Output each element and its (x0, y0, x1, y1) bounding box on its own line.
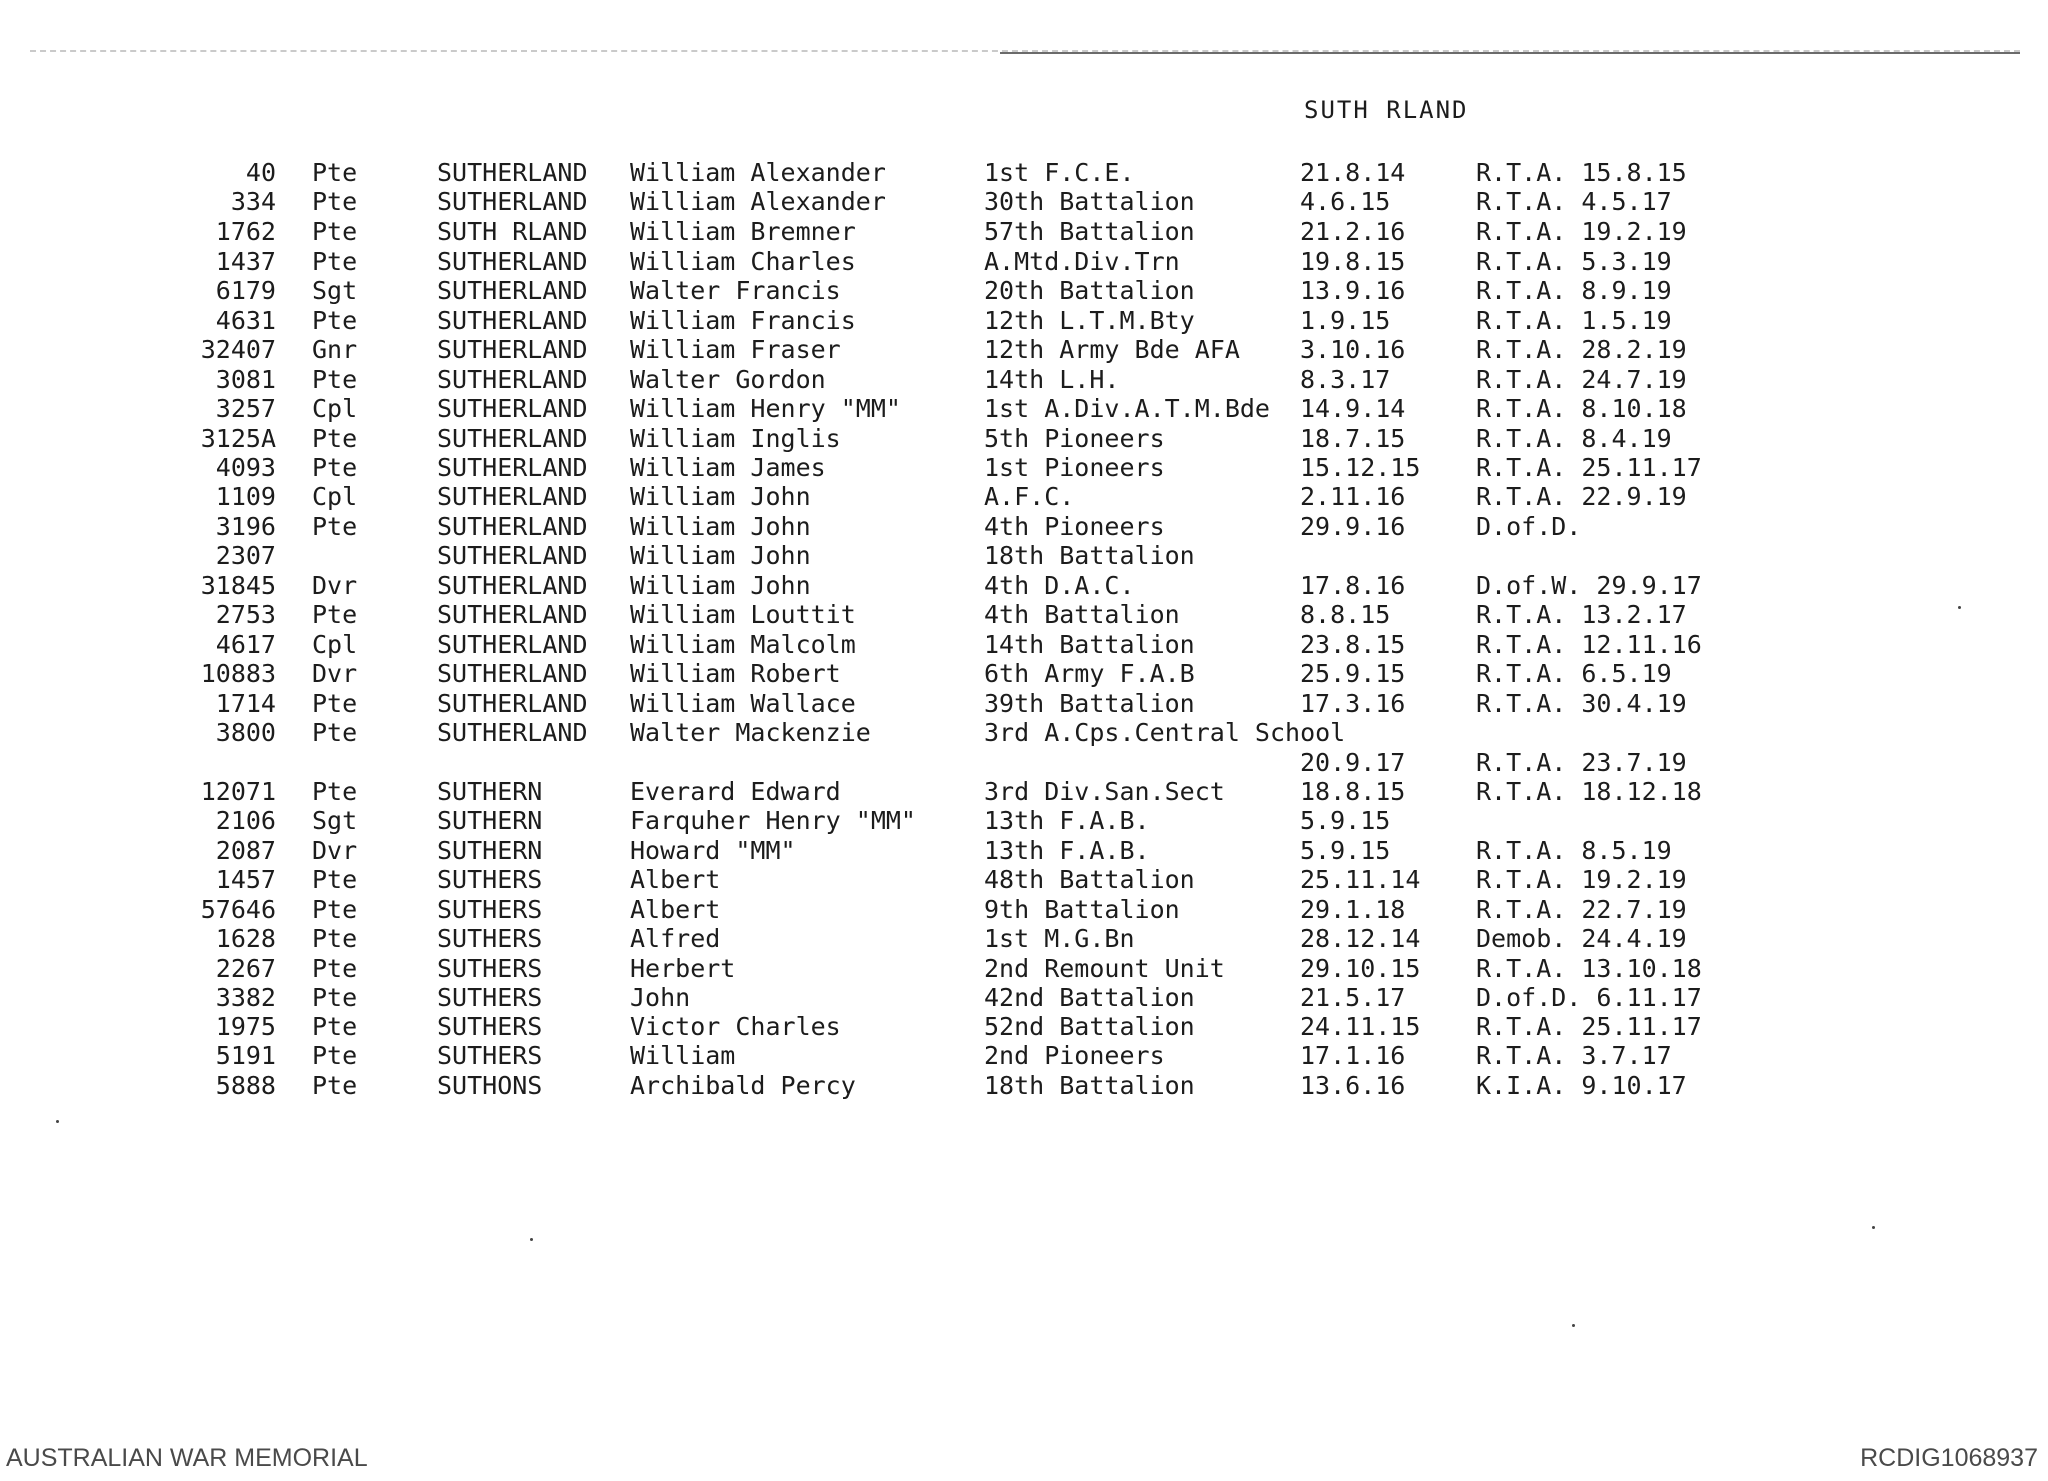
cell-rank: Pte (312, 689, 358, 718)
cell-rank: Dvr (312, 836, 358, 865)
cell-given: Herbert (630, 954, 736, 983)
cell-surname: SUTHERLAND (437, 247, 588, 276)
cell-date: 13.9.16 (1300, 276, 1406, 305)
cell-surname: SUTHERLAND (437, 689, 588, 718)
cell-unit: 12th L.T.M.Bty (984, 306, 1195, 335)
cell-given: William John (630, 512, 811, 541)
cell-given: Archibald Percy (630, 1071, 856, 1100)
cell-fate: R.T.A. 5.3.19 (1476, 247, 1672, 276)
cell-surname: SUTHONS (437, 1071, 543, 1100)
cell-unit: A.Mtd.Div.Trn (984, 247, 1180, 276)
cell-unit: 18th Battalion (984, 1071, 1195, 1100)
cell-surname: SUTHERS (437, 1041, 543, 1070)
table-row (0, 836, 2048, 866)
cell-unit: 4th Battalion (984, 600, 1180, 629)
cell-unit: 4th D.A.C. (984, 571, 1135, 600)
cell-rank: Cpl (312, 630, 358, 659)
cell-no: 1762 (215, 217, 276, 246)
table-row (0, 217, 2048, 247)
cell-date: 15.12.15 (1300, 453, 1421, 482)
cell-surname: SUTHERLAND (437, 659, 588, 688)
cell-given: Howard "MM" (630, 836, 796, 865)
table-row (0, 659, 2048, 689)
cell-unit: 52nd Battalion (984, 1012, 1195, 1041)
cell-date: 29.9.16 (1300, 512, 1406, 541)
cell-unit: 13th F.A.B. (984, 836, 1150, 865)
cell-unit: 14th Battalion (984, 630, 1195, 659)
cell-fate: R.T.A. 8.9.19 (1476, 276, 1672, 305)
table-row (0, 777, 2048, 807)
cell-no: 1714 (215, 689, 276, 718)
table-row (0, 541, 2048, 571)
cell-given: William Henry "MM" (630, 394, 901, 423)
cell-fate: R.T.A. 19.2.19 (1476, 217, 1687, 246)
table-row (0, 983, 2048, 1013)
cell-no: 4093 (215, 453, 276, 482)
cell-no: 1975 (215, 1012, 276, 1041)
cell-date: 17.3.16 (1300, 689, 1406, 718)
speck (530, 1238, 533, 1241)
cell-fate: R.T.A. 6.5.19 (1476, 659, 1672, 688)
cell-fate: R.T.A. 25.11.17 (1476, 1012, 1702, 1041)
cell-no: 3081 (215, 365, 276, 394)
cell-date: 1.9.15 (1300, 306, 1391, 335)
cell-no: 334 (230, 187, 276, 216)
cell-given: John (630, 983, 691, 1012)
cell-date: 29.10.15 (1300, 954, 1421, 983)
cell-surname: SUTHERS (437, 1012, 543, 1041)
cell-unit: 18th Battalion (984, 541, 1195, 570)
cell-unit: 2nd Remount Unit (984, 954, 1225, 983)
cell-date: 25.9.15 (1300, 659, 1406, 688)
cell-no: 10883 (200, 659, 276, 688)
table-row (0, 158, 2048, 188)
cell-no: 1109 (215, 482, 276, 511)
cell-given: William Louttit (630, 600, 856, 629)
cell-fate: D.of.W. 29.9.17 (1476, 571, 1702, 600)
table-row (0, 1041, 2048, 1071)
cell-surname: SUTHERLAND (437, 630, 588, 659)
cell-surname: SUTHERLAND (437, 335, 588, 364)
speck (56, 1120, 59, 1123)
cell-fate: R.T.A. 8.10.18 (1476, 394, 1687, 423)
speck (1958, 606, 1961, 609)
cell-rank: Pte (312, 1012, 358, 1041)
cell-rank: Dvr (312, 659, 358, 688)
cell-rank: Dvr (312, 571, 358, 600)
table-row (0, 306, 2048, 336)
cell-surname: SUTHERLAND (437, 453, 588, 482)
cell-no: 1457 (215, 865, 276, 894)
cell-date: 8.3.17 (1300, 365, 1391, 394)
cell-surname: SUTHERLAND (437, 424, 588, 453)
cell-surname: SUTHERN (437, 777, 543, 806)
cell-date: 19.8.15 (1300, 247, 1406, 276)
cell-no: 12071 (200, 777, 276, 806)
table-row (0, 512, 2048, 542)
cell-rank: Pte (312, 865, 358, 894)
cell-unit: 1st F.C.E. (984, 158, 1135, 187)
table-row (0, 600, 2048, 630)
cell-fate: R.T.A. 25.11.17 (1476, 453, 1702, 482)
cell-rank: Pte (312, 1041, 358, 1070)
cell-given: Walter Mackenzie (630, 718, 871, 747)
cell-surname: SUTHERS (437, 865, 543, 894)
cell-fate: R.T.A. 12.11.16 (1476, 630, 1702, 659)
cell-given: William John (630, 541, 811, 570)
cell-fate: R.T.A. 19.2.19 (1476, 865, 1687, 894)
cell-date: 4.6.15 (1300, 187, 1391, 216)
cell-date: 8.8.15 (1300, 600, 1391, 629)
cell-rank: Cpl (312, 482, 358, 511)
cell-date: 23.8.15 (1300, 630, 1406, 659)
cell-fate: R.T.A. 22.7.19 (1476, 895, 1687, 924)
cell-no: 57646 (200, 895, 276, 924)
cell-surname: SUTHERLAND (437, 158, 588, 187)
cell-unit: 57th Battalion (984, 217, 1195, 246)
cell-given: Everard Edward (630, 777, 841, 806)
cell-unit: 20th Battalion (984, 276, 1195, 305)
cell-unit: 5th Pioneers (984, 424, 1165, 453)
cell-surname: SUTHERS (437, 895, 543, 924)
table-row (0, 630, 2048, 660)
table-row (0, 806, 2048, 836)
cell-no: 1628 (215, 924, 276, 953)
cell-fate: D.of.D. 6.11.17 (1476, 983, 1702, 1012)
cell-no: 2307 (215, 541, 276, 570)
table-row (0, 865, 2048, 895)
cell-no: 2087 (215, 836, 276, 865)
cell-no: 31845 (200, 571, 276, 600)
cell-unit: 9th Battalion (984, 895, 1180, 924)
cell-unit: 4th Pioneers (984, 512, 1165, 541)
cell-given: Farquher Henry "MM" (630, 806, 916, 835)
cell-given: William Robert (630, 659, 841, 688)
cell-unit: 1st Pioneers (984, 453, 1165, 482)
cell-given: William James (630, 453, 826, 482)
cell-unit: 30th Battalion (984, 187, 1195, 216)
cell-date: 17.1.16 (1300, 1041, 1406, 1070)
table-row (0, 571, 2048, 601)
cell-given: Walter Gordon (630, 365, 826, 394)
cell-no: 4631 (215, 306, 276, 335)
cell-fate: R.T.A. 13.10.18 (1476, 954, 1702, 983)
cell-fate: R.T.A. 1.5.19 (1476, 306, 1672, 335)
cell-date: 17.8.16 (1300, 571, 1406, 600)
cell-unit: 39th Battalion (984, 689, 1195, 718)
page-header: SUTH RLAND (1304, 96, 1469, 124)
cell-unit: 12th Army Bde AFA (984, 335, 1240, 364)
cell-date: 21.8.14 (1300, 158, 1406, 187)
cell-rank: Pte (312, 247, 358, 276)
cell-rank: Pte (312, 895, 358, 924)
cell-rank: Pte (312, 158, 358, 187)
cell-fate: R.T.A. 8.4.19 (1476, 424, 1672, 453)
cell-surname: SUTHERLAND (437, 512, 588, 541)
cell-unit: 6th Army F.A.B (984, 659, 1195, 688)
cell-no: 2753 (215, 600, 276, 629)
cell-given: Victor Charles (630, 1012, 841, 1041)
cell-fate: R.T.A. 23.7.19 (1476, 748, 1687, 777)
cell-surname: SUTHERLAND (437, 187, 588, 216)
table-row (0, 187, 2048, 217)
cell-rank: Pte (312, 983, 358, 1012)
cell-unit: 13th F.A.B. (984, 806, 1150, 835)
cell-given: William Francis (630, 306, 856, 335)
cell-rank: Pte (312, 600, 358, 629)
cell-date: 25.11.14 (1300, 865, 1421, 894)
cell-given: William Fraser (630, 335, 841, 364)
cell-rank: Sgt (312, 276, 358, 305)
cell-given: William John (630, 571, 811, 600)
cell-fate: Demob. 24.4.19 (1476, 924, 1687, 953)
cell-unit: 48th Battalion (984, 865, 1195, 894)
cell-given: William Charles (630, 247, 856, 276)
cell-unit: 1st A.Div.A.T.M.Bde (984, 394, 1270, 423)
cell-unit: A.F.C. (984, 482, 1075, 511)
cell-date: 21.5.17 (1300, 983, 1406, 1012)
cell-no: 3196 (215, 512, 276, 541)
cell-given: Albert (630, 895, 721, 924)
cell-rank: Pte (312, 306, 358, 335)
cell-date: 29.1.18 (1300, 895, 1406, 924)
cell-no: 4617 (215, 630, 276, 659)
table-row (0, 365, 2048, 395)
table-row (0, 453, 2048, 483)
cell-unit: 1st M.G.Bn (984, 924, 1135, 953)
cell-rank: Sgt (312, 806, 358, 835)
cell-fate: D.of.D. (1476, 512, 1582, 541)
cell-rank: Pte (312, 512, 358, 541)
table-row (0, 689, 2048, 719)
cell-fate: R.T.A. 4.5.17 (1476, 187, 1672, 216)
cell-no: 5888 (215, 1071, 276, 1100)
cell-date: 20.9.17 (1300, 748, 1406, 777)
cell-surname: SUTHERLAND (437, 365, 588, 394)
cell-unit: 3rd Div.San.Sect (984, 777, 1225, 806)
table-row (0, 718, 2048, 748)
cell-rank: Pte (312, 954, 358, 983)
cell-no: 3382 (215, 983, 276, 1012)
cell-fate: R.T.A. 30.4.19 (1476, 689, 1687, 718)
cell-unit: 2nd Pioneers (984, 1041, 1165, 1070)
table-row (0, 424, 2048, 454)
table-row (0, 247, 2048, 277)
cell-fate: R.T.A. 18.12.18 (1476, 777, 1702, 806)
cell-no: 2267 (215, 954, 276, 983)
cell-rank: Gnr (312, 335, 358, 364)
cell-given: William Bremner (630, 217, 856, 246)
cell-rank: Pte (312, 777, 358, 806)
cell-fate: R.T.A. 15.8.15 (1476, 158, 1687, 187)
cell-date: 18.8.15 (1300, 777, 1406, 806)
cell-rank: Pte (312, 718, 358, 747)
cell-rank: Pte (312, 924, 358, 953)
cell-given: Albert (630, 865, 721, 894)
cell-given: William Malcolm (630, 630, 856, 659)
cell-rank: Pte (312, 187, 358, 216)
cell-surname: SUTHERLAND (437, 276, 588, 305)
cell-surname: SUTHERS (437, 954, 543, 983)
cell-given: William (630, 1041, 736, 1070)
cell-given: William Alexander (630, 158, 886, 187)
cell-no: 40 (245, 158, 276, 187)
table-row (0, 1071, 2048, 1101)
cell-fate: R.T.A. 13.2.17 (1476, 600, 1687, 629)
cell-rank: Pte (312, 365, 358, 394)
cell-no: 6179 (215, 276, 276, 305)
cell-rank: Pte (312, 453, 358, 482)
cell-unit: 14th L.H. (984, 365, 1120, 394)
speck (1572, 1324, 1575, 1327)
cell-rank: Pte (312, 217, 358, 246)
cell-date: 18.7.15 (1300, 424, 1406, 453)
cell-fate: R.T.A. 22.9.19 (1476, 482, 1687, 511)
cell-surname: SUTHERS (437, 983, 543, 1012)
cell-given: William Wallace (630, 689, 856, 718)
cell-given: Walter Francis (630, 276, 841, 305)
table-row (0, 895, 2048, 925)
cell-given: William Inglis (630, 424, 841, 453)
cell-surname: SUTHERLAND (437, 541, 588, 570)
cell-given: William John (630, 482, 811, 511)
cell-no: 3125A (200, 424, 276, 453)
cell-fate: R.T.A. 28.2.19 (1476, 335, 1687, 364)
cell-no: 32407 (200, 335, 276, 364)
cell-date: 5.9.15 (1300, 836, 1391, 865)
cell-given: Alfred (630, 924, 721, 953)
cell-fate: R.T.A. 8.5.19 (1476, 836, 1672, 865)
footer-institution: AUSTRALIAN WAR MEMORIAL (6, 1444, 368, 1472)
cell-surname: SUTHERLAND (437, 482, 588, 511)
top-solid-rule (1000, 52, 2020, 54)
cell-surname: SUTHERLAND (437, 394, 588, 423)
cell-rank: Pte (312, 424, 358, 453)
cell-surname: SUTH RLAND (437, 217, 588, 246)
cell-surname: SUTHERLAND (437, 600, 588, 629)
cell-surname: SUTHERS (437, 924, 543, 953)
cell-date: 24.11.15 (1300, 1012, 1421, 1041)
footer-record-id: RCDIG1068937 (1860, 1444, 2038, 1472)
table-row (0, 954, 2048, 984)
cell-date: 13.6.16 (1300, 1071, 1406, 1100)
cell-surname: SUTHERLAND (437, 571, 588, 600)
cell-given: William Alexander (630, 187, 886, 216)
cell-no: 3800 (215, 718, 276, 747)
cell-date: 3.10.16 (1300, 335, 1406, 364)
cell-unit: 3rd A.Cps.Central School (984, 718, 1346, 747)
table-row (0, 924, 2048, 954)
cell-surname: SUTHERN (437, 836, 543, 865)
cell-fate: R.T.A. 3.7.17 (1476, 1041, 1672, 1070)
cell-no: 1437 (215, 247, 276, 276)
cell-date: 28.12.14 (1300, 924, 1421, 953)
cell-no: 5191 (215, 1041, 276, 1070)
cell-date: 5.9.15 (1300, 806, 1391, 835)
cell-surname: SUTHERLAND (437, 718, 588, 747)
cell-rank: Cpl (312, 394, 358, 423)
table-row (0, 394, 2048, 424)
cell-date: 2.11.16 (1300, 482, 1406, 511)
cell-fate: K.I.A. 9.10.17 (1476, 1071, 1687, 1100)
table-row (0, 482, 2048, 512)
cell-date: 21.2.16 (1300, 217, 1406, 246)
cell-fate: R.T.A. 24.7.19 (1476, 365, 1687, 394)
cell-date: 14.9.14 (1300, 394, 1406, 423)
cell-unit: 42nd Battalion (984, 983, 1195, 1012)
table-row (0, 1012, 2048, 1042)
table-row (0, 748, 2048, 778)
cell-no: 3257 (215, 394, 276, 423)
cell-surname: SUTHERLAND (437, 306, 588, 335)
table-row (0, 276, 2048, 306)
table-row (0, 335, 2048, 365)
speck (1872, 1226, 1875, 1229)
cell-surname: SUTHERN (437, 806, 543, 835)
cell-rank: Pte (312, 1071, 358, 1100)
cell-no: 2106 (215, 806, 276, 835)
